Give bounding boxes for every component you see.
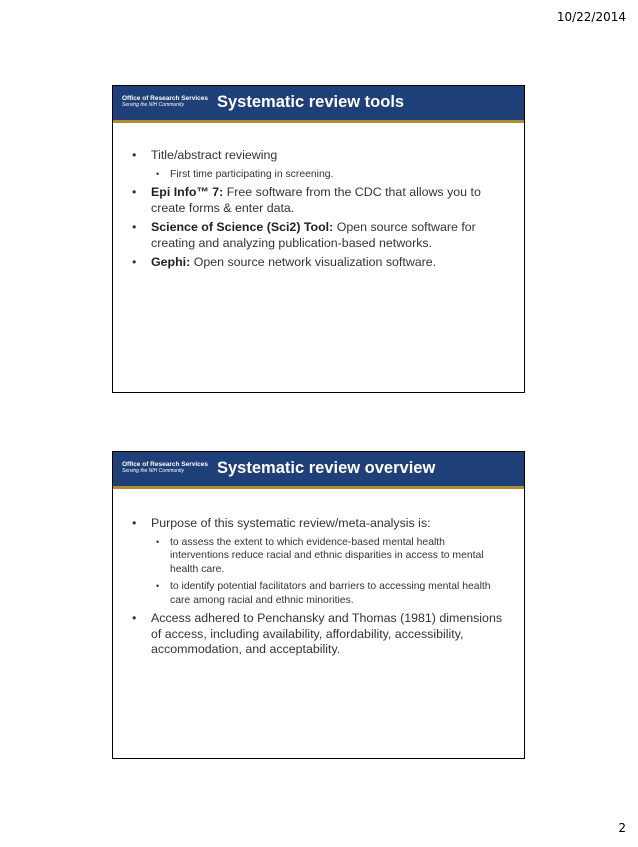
page-date: 10/22/2014 bbox=[556, 10, 626, 24]
bullet-bold-label: Epi Info™ 7: bbox=[151, 185, 224, 199]
logo-tagline: Serving the NIH Community bbox=[122, 467, 184, 474]
bullet-item bbox=[123, 516, 506, 532]
bullet-bold-label: Science of Science (Sci2) Tool: bbox=[151, 220, 334, 234]
bullet-item bbox=[123, 185, 506, 216]
bullet-item bbox=[123, 611, 506, 658]
bullet-text: to assess the extent to which evidence-based mental health interventions reduce racial and ethnic disparities in access to mental health care. bbox=[170, 536, 484, 575]
bullet-icon: • bbox=[156, 536, 160, 547]
bullet-icon: • bbox=[132, 516, 137, 530]
sub-bullet-item bbox=[123, 580, 506, 607]
ors-logo bbox=[122, 96, 208, 108]
bullet-icon: • bbox=[132, 220, 137, 234]
logo-tagline: Serving the NIH Community bbox=[122, 101, 184, 108]
bullet-icon: • bbox=[156, 168, 160, 179]
sub-bullet-item bbox=[123, 536, 506, 577]
slide-header bbox=[113, 86, 524, 123]
bullet-item bbox=[123, 220, 506, 251]
bullet-text: Purpose of this systematic review/meta-analysis is: bbox=[151, 516, 431, 530]
bullet-item bbox=[123, 255, 506, 271]
bullet-icon: • bbox=[156, 581, 160, 591]
logo-org-name: Office of Research Services bbox=[122, 461, 208, 468]
bullet-icon: • bbox=[132, 255, 137, 269]
bullet-text: Free software from the CDC that allows you to create forms & enter data. bbox=[151, 185, 481, 215]
slide-systematic-review-tools bbox=[112, 85, 525, 393]
bullet-text: Title/abstract reviewing bbox=[151, 148, 278, 162]
slide-header bbox=[113, 452, 524, 489]
slide-title: Systematic review tools bbox=[217, 93, 405, 111]
logo-org-name: Office of Research Services bbox=[122, 95, 208, 102]
bullet-text: Open source software for creating and analyzing publication-based networks. bbox=[151, 220, 476, 250]
bullet-icon: • bbox=[132, 611, 137, 625]
page-number: 2 bbox=[618, 821, 626, 835]
bullet-icon: • bbox=[132, 148, 137, 162]
sub-bullet-item bbox=[123, 168, 506, 182]
bullet-text: Open source network visualization software. bbox=[190, 255, 437, 269]
slide-systematic-review-overview bbox=[112, 451, 525, 759]
ors-logo bbox=[122, 462, 208, 474]
bullet-text: to identify potential facilitators and barriers to accessing mental health care among racial and ethnic minorities. bbox=[170, 581, 491, 606]
slide-content bbox=[123, 516, 506, 662]
slide-title: Systematic review overview bbox=[217, 459, 436, 477]
bullet-text: First time participating in screening. bbox=[170, 168, 334, 180]
bullet-text: Access adhered to Penchansky and Thomas (1981) dimensions of access, including availability, affordability, accessibility, accommodation, and acceptability. bbox=[151, 611, 503, 656]
slide-content bbox=[123, 148, 506, 275]
bullet-icon: • bbox=[132, 185, 137, 199]
bullet-item bbox=[123, 148, 506, 164]
bullet-bold-label: Gephi: bbox=[151, 255, 191, 269]
